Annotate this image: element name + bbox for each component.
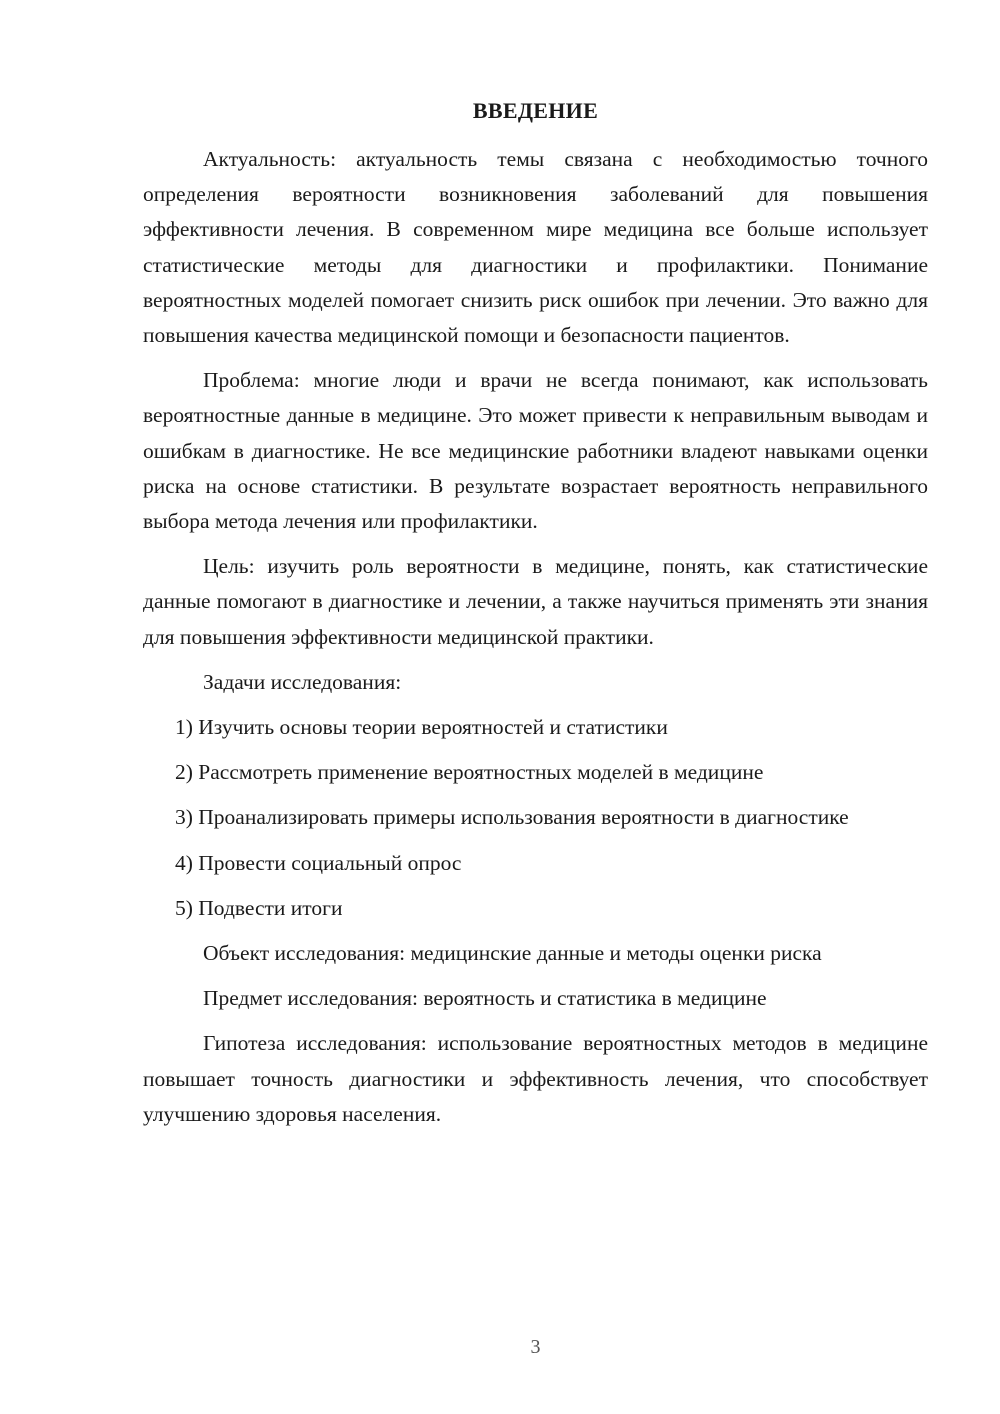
goal-paragraph: Цель: изучить роль вероятности в медицине, понять, как статистические данные помогают в диагностике и лечении, а также научиться применять эти знания для повышения эффективности медицинской практики. (143, 554, 928, 649)
task-item: 1) Изучить основы теории вероятностей и статистики (175, 715, 668, 740)
research-object: Объект исследования: медицинские данные и методы оценки риска (203, 941, 822, 966)
research-subject: Предмет исследования: вероятность и статистика в медицине (203, 986, 767, 1011)
task-item: 2) Рассмотреть применение вероятностных моделей в медицине (175, 760, 764, 785)
task-item: 4) Провести социальный опрос (175, 850, 462, 875)
task-item: 3) Проанализировать примеры использования вероятности в диагностике (175, 805, 849, 830)
document-body (143, 142, 928, 1142)
problem-paragraph: Проблема: многие люди и врачи не всегда понимают, как использовать вероятностные данные в медицине. Это может привести к неправильным выводам и ошибкам в диагностике. Не все медицинские работники владеют навыками оценки риска на основе статистики. В результате возрастает вероятность неправильного выбора метода лечения или профилактики. (143, 368, 928, 534)
document-page (143, 0, 928, 1414)
page-number: 3 (530, 1336, 541, 1358)
relevance-paragraph: Актуальность: актуальность темы связана с необходимостью точного определения вероятности возникновения заболеваний для повышения эффективности лечения. В современном мире медицина все больше использует статистические методы для диагностики и профилактики. Понимание вероятностных моделей помогает снизить риск ошибок при лечении. Это важно для повышения качества медицинской помощи и безопасности пациентов. (143, 147, 928, 348)
hypothesis-paragraph: Гипотеза исследования: использование вероятностных методов в медицине повышает точность диагностики и эффективность лечения, что способствует улучшению здоровья населения. (143, 1031, 928, 1126)
tasks-heading: Задачи исследования: (203, 669, 402, 694)
task-item: 5) Подвести итоги (175, 895, 343, 920)
section-title: ВВЕДЕНИЕ (472, 98, 599, 123)
